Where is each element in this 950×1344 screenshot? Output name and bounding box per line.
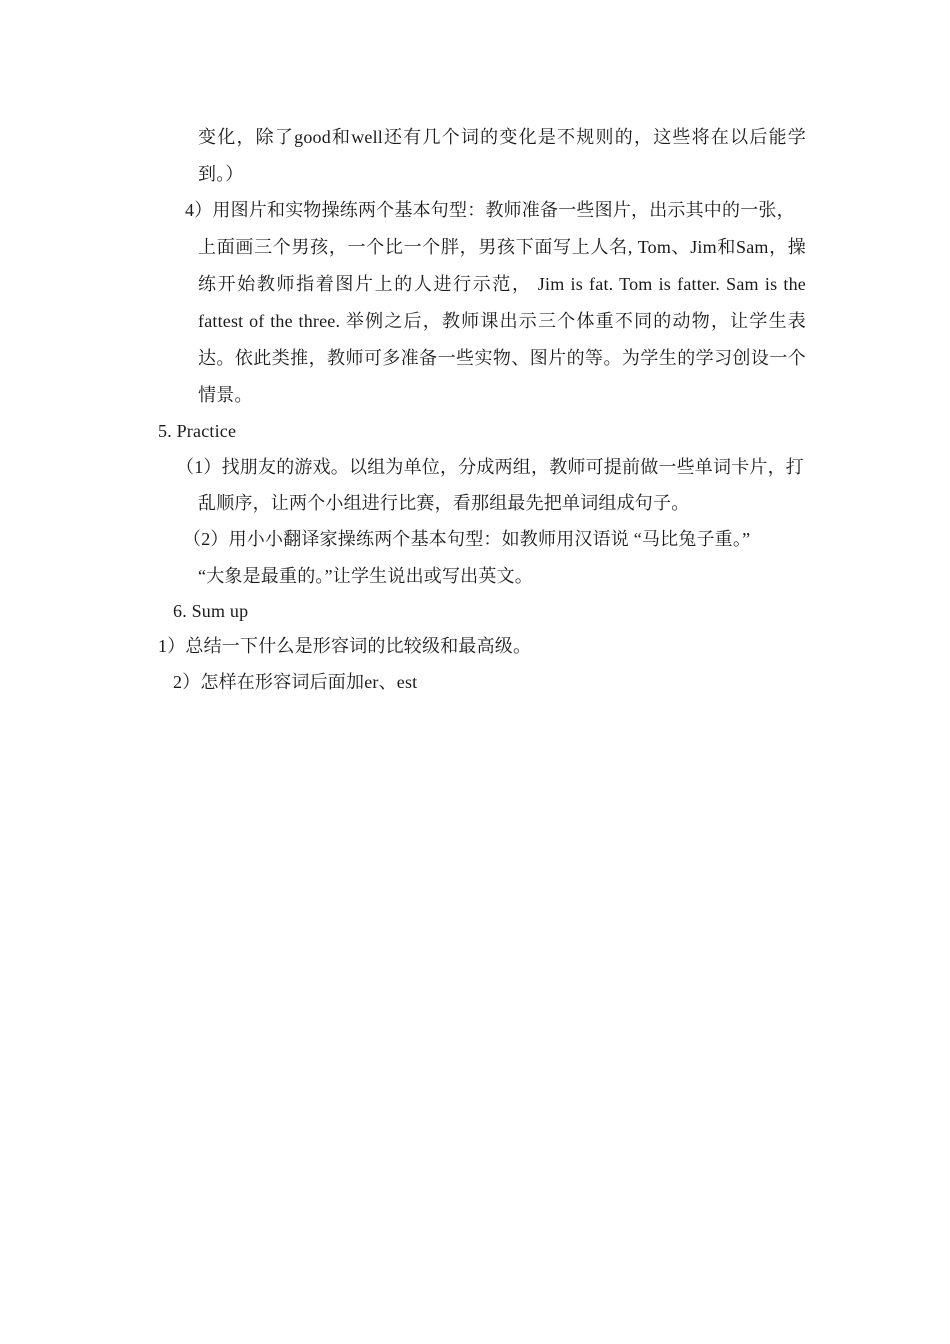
paragraph-line-12: （2）用小小翻译家操练两个基本句型：如教师用汉语说 “马比兔子重。” [183,529,751,549]
paragraph-line-5: 练开始教师指着图片上的人进行示范， Jim is fat. Tom is fatter. Sam is the [198,274,806,294]
section-heading-sum-up: 6. Sum up [173,601,249,621]
paragraph-line-2: 到。） [198,164,244,184]
paragraph-line-10: （1）找朋友的游戏。以组为单位，分成两组，教师可提前做一些单词卡片，打 [176,457,804,477]
paragraph-line-1: 变化，除了good和well还有几个词的变化是不规则的，这些将在以后能学 [198,127,806,147]
paragraph-line-15: 1）总结一下什么是形容词的比较级和最高级。 [158,636,532,656]
paragraph-line-13: “大象是最重的。”让学生说出或写出英文。 [198,566,533,586]
paragraph-line-7: 达。依此类推，教师可多准备一些实物、图片的等。为学生的学习创设一个 [198,348,806,368]
paragraph-line-3: 4）用图片和实物操练两个基本句型：教师准备一些图片，出示其中的一张， [185,200,795,220]
paragraph-line-6: fattest of the three. 举例之后，教师课出示三个体重不同的动物，让学生表 [198,311,806,331]
paragraph-line-16: 2）怎样在形容词后面加er、est [173,672,418,692]
paragraph-line-8: 情景。 [198,385,253,405]
paragraph-line-11: 乱顺序，让两个小组进行比赛，看那组最先把单词组成句子。 [198,493,690,513]
paragraph-line-4: 上面画三个男孩，一个比一个胖，男孩下面写上人名, Tom、Jim和Sam，操 [198,237,806,257]
section-heading-practice: 5. Practice [158,421,237,441]
